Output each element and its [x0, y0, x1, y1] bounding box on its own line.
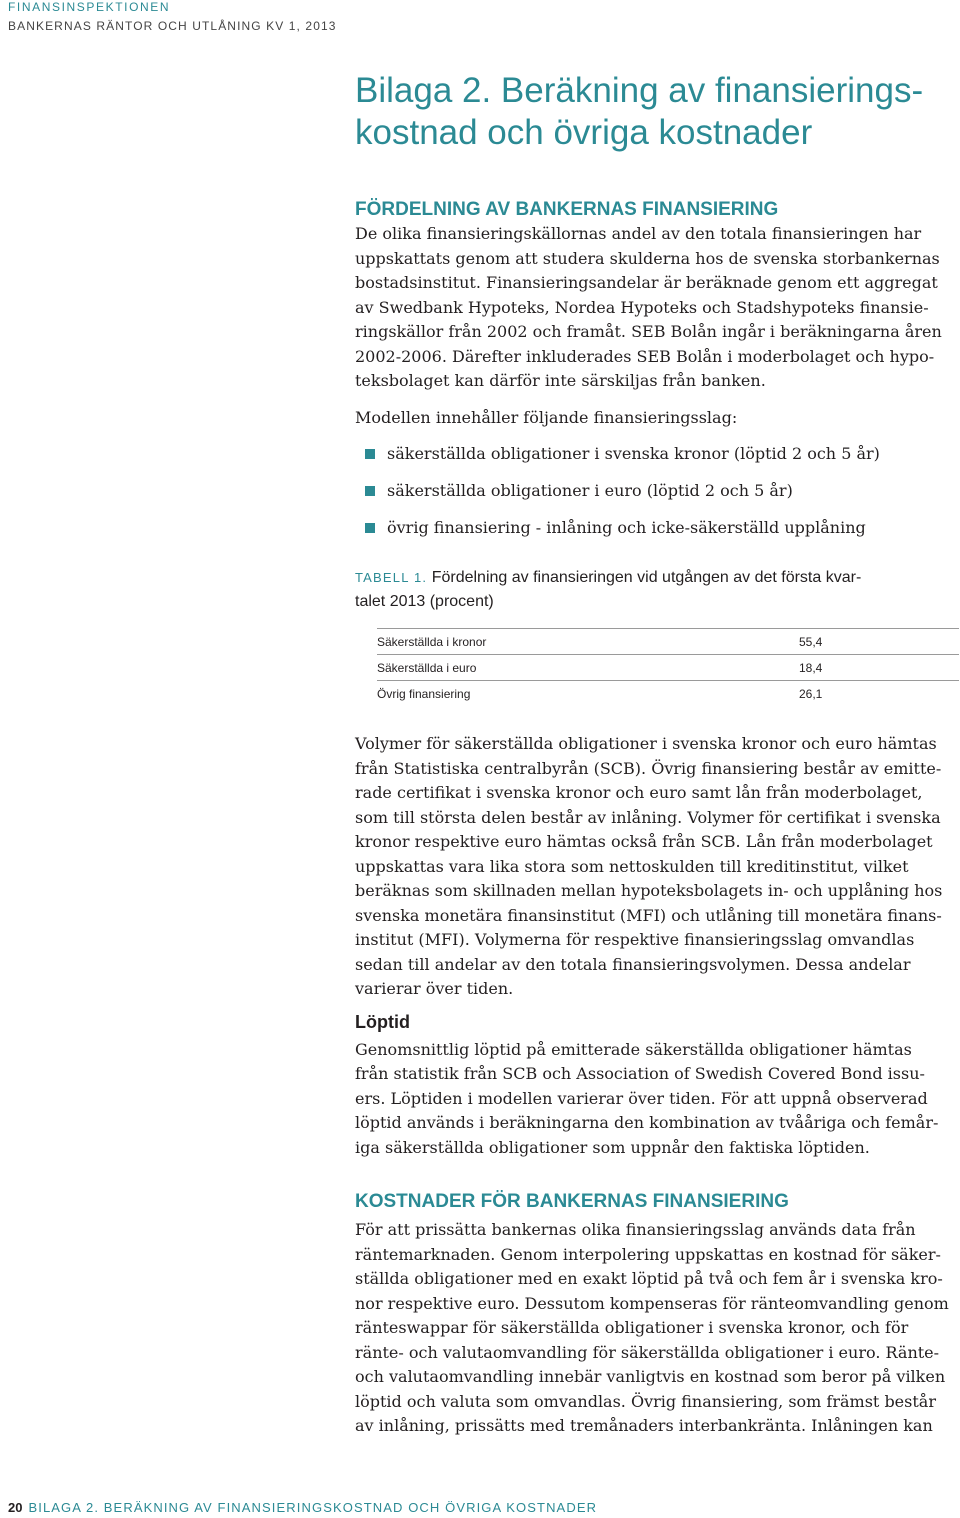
- table-caption: [355, 566, 955, 614]
- text-line: För att prissätta bankernas olika finansieringsslag används data från: [355, 1220, 916, 1239]
- page-number: 20: [8, 1500, 23, 1515]
- row-value: 18,4: [799, 655, 959, 681]
- bullet-square-icon: [365, 523, 375, 533]
- text-line: uppskattats genom att studera skulderna hos de svenska storbankernas: [355, 248, 940, 268]
- text-line: bostadsinstitut. Finansieringsandelar är beräknade genom ett aggregat: [355, 273, 938, 292]
- row-label: Övrig finansiering: [377, 686, 471, 701]
- title-line: Bilaga 2. Beräkning av finansierings-: [355, 71, 924, 110]
- text-line: beräknas som skillnaden mellan hypoteksbolagets in- och upplåning hos: [355, 881, 943, 900]
- text-line: uppskattas vara lika stora som nettoskulden till kreditinstitut, vilket: [355, 856, 909, 876]
- text-line: löptid och valuta som omvandlas. Övrig finansiering, som främst består: [355, 1391, 936, 1411]
- section-heading-distribution: FÖRDELNING AV BANKERNAS FINANSIERING: [355, 199, 779, 220]
- text-line: rade certifikat i svenska kronor och euro samt lån från moderbolaget,: [355, 783, 923, 802]
- table-block: [355, 566, 955, 706]
- text-line: kronor respektive euro hämtas också från SCB. Lån från moderbolaget: [355, 832, 933, 851]
- list-item-text: övrig finansiering - inlåning och icke-säkerställd upplåning: [387, 518, 866, 537]
- text-line: från statistik från SCB och Association of Swedish Covered Bond issu-: [355, 1064, 925, 1083]
- text-line: ränte- och valutaomvandling för säkerställda obligationer i euro. Ränte-: [355, 1342, 940, 1362]
- page-footer: [8, 1500, 597, 1518]
- section-heading-costs: KOSTNADER FÖR BANKERNAS FINANSIERING: [355, 1191, 789, 1212]
- main-content: [355, 198, 955, 1439]
- caption-text: Fördelning av finansieringen vid utgången av det första kvar-: [431, 569, 862, 586]
- footer-text: BILAGA 2. BERÄKNING AV FINANSIERINGSKOSTNAD OCH ÖVRIGA KOSTNADER: [28, 1500, 598, 1515]
- funding-types-list: [365, 442, 955, 540]
- page-title: [355, 70, 955, 154]
- paragraph-loptid: [355, 1038, 955, 1161]
- list-item-text: säkerställda obligationer i svenska kronor (löptid 2 och 5 år): [387, 444, 880, 463]
- paragraph-model: Modellen innehåller följande finansieringsslag:: [355, 407, 738, 427]
- text-line: räntemarknaden. Genom interpolering uppskattas en kostnad för säker-: [355, 1244, 941, 1264]
- org-name: FINANSINSPEKTIONEN: [8, 0, 171, 14]
- table-row: [377, 681, 959, 707]
- text-line: ställda obligationer med en exakt löptid på två och fem år i svenska kro-: [355, 1269, 943, 1288]
- table-row: [377, 629, 959, 655]
- paragraph-sources: [355, 222, 955, 394]
- row-value: 55,4: [799, 629, 959, 655]
- text-line: av Swedbank Hypoteks, Nordea Hypoteks och Stadshypoteks finansie-: [355, 297, 929, 317]
- caption-line: talet 2013 (procent): [355, 593, 494, 610]
- text-line: av inlåning, prissätts med tremånaders interbankränta. Inlåningen kan: [355, 1416, 933, 1435]
- list-item: [365, 516, 955, 540]
- text-line: ringskällor från 2002 och framåt. SEB Bolån ingår i beräkningarna åren: [355, 322, 942, 341]
- list-item-text: säkerställda obligationer i euro (löptid 2 och 5 år): [387, 481, 793, 500]
- funding-distribution-table: [377, 628, 959, 706]
- report-title: BANKERNAS RÄNTOR OCH UTLÅNING KV 1, 2013: [8, 19, 337, 33]
- list-item: [365, 442, 955, 466]
- paragraph-volumes: [355, 732, 955, 1002]
- text-line: löptid används i beräkningarna den kombination av tvååriga och femår-: [355, 1113, 939, 1132]
- text-line: 2002-2006. Därefter inkluderades SEB Bolån i moderbolaget och hypo-: [355, 346, 935, 366]
- text-line: varierar över tiden.: [355, 979, 514, 998]
- list-item: [365, 479, 955, 503]
- text-line: och valutaomvandling innebär vanligtvis en kostnad som beror på vilken: [355, 1367, 946, 1386]
- text-line: från Statistiska centralbyrån (SCB). Övrig finansiering består av emitte-: [355, 758, 942, 778]
- caption-line: [355, 566, 955, 590]
- text-line: iga säkerställda obligationer som uppnår den faktiska löptiden.: [355, 1137, 870, 1157]
- text-line: De olika finansieringskällornas andel av den totala finansieringen har: [355, 224, 922, 243]
- text-line: Genomsnittlig löptid på emitterade säkerställda obligationer hämtas: [355, 1039, 912, 1059]
- paragraph-costs: [355, 1218, 955, 1439]
- row-label: Säkerställda i kronor: [377, 629, 799, 655]
- subheading-loptid: Löptid: [355, 1011, 410, 1032]
- bullet-square-icon: [365, 486, 375, 496]
- text-line: teksbolaget kan därför inte särskiljas från banken.: [355, 371, 766, 390]
- text-line: som till största delen består av inlåning. Volymer för certifikat i svenska: [355, 807, 941, 827]
- text-line: svenska monetära finansinstitut (MFI) och utlåning till monetära finans-: [355, 905, 942, 925]
- text-line: ränteswappar för säkerställda obligationer i svenska kronor, och för: [355, 1318, 909, 1337]
- row-value: 26,1: [799, 686, 823, 701]
- text-line: sedan till andelar av den totala finansieringsvolymen. Dessa andelar: [355, 954, 911, 974]
- running-header: [8, 0, 337, 34]
- title-line: kostnad och övriga kostnader: [355, 113, 813, 152]
- table-label: TABELL 1.: [355, 570, 428, 585]
- bullet-square-icon: [365, 449, 375, 459]
- text-line: ers. Löptiden i modellen varierar över tiden. För att uppnå observerad: [355, 1088, 928, 1108]
- row-label: Säkerställda i euro: [377, 655, 799, 681]
- text-line: nor respektive euro. Dessutom kompenseras för ränteomvandling genom: [355, 1293, 949, 1313]
- text-line: institut (MFI). Volymerna för respektive finansieringsslag omvandlas: [355, 930, 915, 949]
- table-row: [377, 655, 959, 681]
- text-line: Volymer för säkerställda obligationer i svenska kronor och euro hämtas: [355, 734, 937, 753]
